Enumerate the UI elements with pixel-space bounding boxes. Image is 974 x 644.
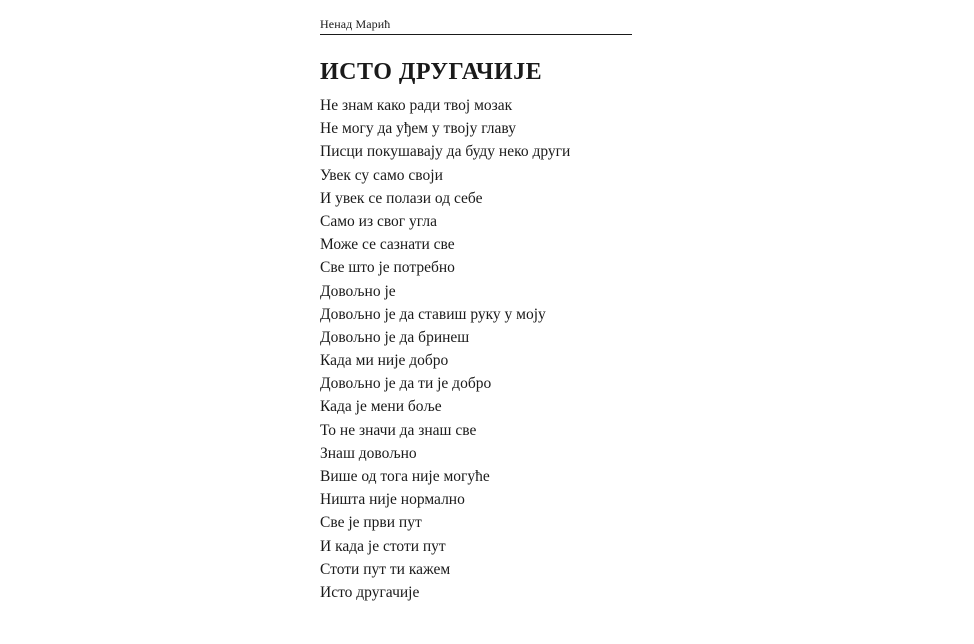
poem-line: Када је мени боље bbox=[320, 398, 442, 416]
document-page bbox=[320, 14, 632, 601]
poem-line: Не знам како ради твој мозак bbox=[320, 97, 513, 114]
poem-line: Довољно је да ти је добро bbox=[320, 375, 492, 393]
poem-line: То не значи да знаш све bbox=[320, 421, 477, 439]
poem-line: Довољно је да бринеш bbox=[320, 328, 470, 346]
poem-line: Увек су само своји bbox=[320, 166, 443, 184]
poem-line: Све што је потребно bbox=[320, 259, 455, 277]
poem-line: И када је стоти пут bbox=[320, 537, 446, 555]
author-name: Ненад Марић bbox=[320, 17, 391, 31]
poem-line: Довољно је да ставиш руку у моју bbox=[320, 305, 546, 323]
poem-line: Ништа није нормално bbox=[320, 491, 465, 509]
poem-line: Писци покушавају да буду неко други bbox=[320, 143, 571, 161]
poem-line: Не могу да уђем у твоју главу bbox=[320, 120, 516, 138]
poem-line: Довољно је bbox=[320, 282, 396, 300]
poem-line: Све је први пут bbox=[320, 514, 422, 532]
poem-line: Може се сазнати све bbox=[320, 236, 455, 254]
poem-line: Исто другачије bbox=[320, 583, 420, 601]
poem-line: Стоти пут ти кажем bbox=[320, 560, 451, 578]
poem-line: Више од тога није могуће bbox=[320, 468, 490, 485]
poem-line: И увек се полази од себе bbox=[320, 189, 483, 207]
poem-line: Само из свог угла bbox=[320, 212, 437, 230]
poem-line: Знаш довољно bbox=[320, 444, 417, 462]
poem-body bbox=[320, 94, 570, 604]
poem-title: ИСТО ДРУГАЧИЈЕ bbox=[320, 59, 543, 85]
running-header bbox=[320, 14, 632, 35]
poem-line: Када ми није добро bbox=[320, 352, 449, 370]
